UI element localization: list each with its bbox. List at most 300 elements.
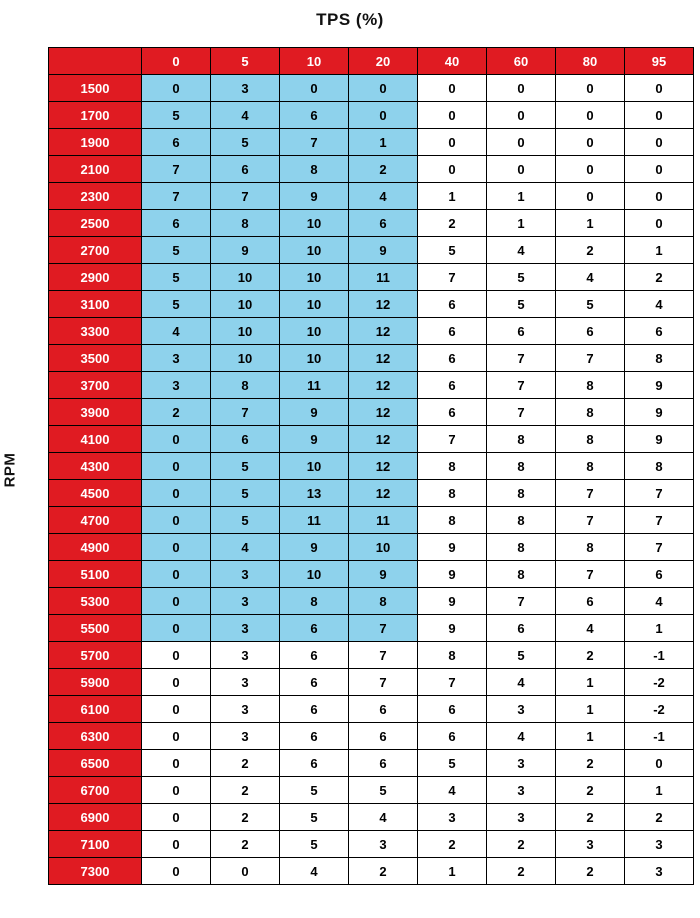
table-cell: 2: [142, 399, 211, 426]
table-cell: 5: [487, 291, 556, 318]
row-header: 6300: [49, 723, 142, 750]
table-cell: 5: [280, 777, 349, 804]
row-header: 2900: [49, 264, 142, 291]
table-cell: 0: [142, 750, 211, 777]
table-cell: 2: [211, 804, 280, 831]
table-cell: 2: [487, 831, 556, 858]
table-cell: 10: [280, 264, 349, 291]
column-header: 10: [280, 48, 349, 75]
table-cell: 3: [487, 777, 556, 804]
table-cell: 4: [349, 804, 418, 831]
table-cell: 0: [142, 534, 211, 561]
table-cell: 0: [142, 615, 211, 642]
table-cell: 8: [556, 453, 625, 480]
table-cell: 4: [487, 669, 556, 696]
table-cell: 8: [487, 561, 556, 588]
table-cell: 6: [418, 723, 487, 750]
table-cell: 3: [625, 831, 694, 858]
table-cell: 12: [349, 453, 418, 480]
table-cell: 8: [487, 534, 556, 561]
table-cell: 1: [487, 210, 556, 237]
row-header: 1700: [49, 102, 142, 129]
table-cell: 10: [211, 291, 280, 318]
table-cell: 4: [556, 264, 625, 291]
row-header: 5100: [49, 561, 142, 588]
row-header: 1500: [49, 75, 142, 102]
table-cell: 2: [211, 831, 280, 858]
table-row: [49, 696, 694, 723]
table-cell: 1: [487, 183, 556, 210]
table-cell: 2: [211, 777, 280, 804]
table-cell: 10: [211, 345, 280, 372]
table-cell: 8: [418, 453, 487, 480]
table-cell: 10: [280, 318, 349, 345]
table-cell: 5: [487, 642, 556, 669]
table-cell: 0: [280, 75, 349, 102]
table-cell: 2: [487, 858, 556, 885]
table-cell: 9: [280, 399, 349, 426]
table-cell: 4: [487, 723, 556, 750]
table-row: [49, 291, 694, 318]
table-cell: 3: [487, 804, 556, 831]
table-cell: 12: [349, 399, 418, 426]
table-cell: 8: [556, 426, 625, 453]
table-cell: 0: [349, 102, 418, 129]
table-cell: 5: [487, 264, 556, 291]
table-cell: 0: [142, 669, 211, 696]
table-row: [49, 183, 694, 210]
table-cell: 10: [280, 453, 349, 480]
row-header: 6100: [49, 696, 142, 723]
row-header: 5700: [49, 642, 142, 669]
table-cell: 0: [625, 129, 694, 156]
table-cell: 10: [280, 345, 349, 372]
table-cell: 6: [418, 345, 487, 372]
table-cell: 7: [142, 156, 211, 183]
table-cell: 6: [280, 696, 349, 723]
table-cell: 10: [349, 534, 418, 561]
table-cell: 2: [556, 858, 625, 885]
table-cell: 3: [211, 723, 280, 750]
table-cell: 6: [142, 210, 211, 237]
table-cell: 4: [625, 291, 694, 318]
table-cell: 11: [349, 507, 418, 534]
table-cell: 7: [349, 615, 418, 642]
table-cell: -2: [625, 669, 694, 696]
table-cell: 3: [625, 858, 694, 885]
table-cell: 7: [211, 183, 280, 210]
table-cell: 5: [142, 237, 211, 264]
table-cell: 7: [349, 669, 418, 696]
table-cell: 8: [556, 534, 625, 561]
table-row: [49, 210, 694, 237]
table-row: [49, 345, 694, 372]
row-header: 3700: [49, 372, 142, 399]
column-header: 5: [211, 48, 280, 75]
table-cell: 5: [280, 804, 349, 831]
table-cell: 8: [487, 426, 556, 453]
table-cell: 9: [418, 588, 487, 615]
table-cell: 5: [349, 777, 418, 804]
table-cell: 9: [418, 615, 487, 642]
table-cell: 3: [418, 804, 487, 831]
table-row: [49, 831, 694, 858]
table-cell: 2: [418, 210, 487, 237]
table-cell: 4: [142, 318, 211, 345]
table-row: [49, 534, 694, 561]
table-cell: 5: [142, 264, 211, 291]
table-cell: 7: [211, 399, 280, 426]
table-cell: 3: [211, 669, 280, 696]
table-cell: 0: [487, 156, 556, 183]
row-header: 7300: [49, 858, 142, 885]
table-cell: 8: [280, 156, 349, 183]
column-header: 60: [487, 48, 556, 75]
row-header: 6500: [49, 750, 142, 777]
table-cell: 6: [280, 723, 349, 750]
table-cell: 0: [625, 102, 694, 129]
table-cell: 2: [556, 750, 625, 777]
table-cell: 8: [349, 588, 418, 615]
row-header: 3900: [49, 399, 142, 426]
table-cell: 2: [418, 831, 487, 858]
row-header: 7100: [49, 831, 142, 858]
table-cell: 8: [418, 507, 487, 534]
table-cell: 8: [556, 372, 625, 399]
table-header: [49, 48, 694, 75]
table-row: [49, 561, 694, 588]
table-cell: 7: [556, 345, 625, 372]
table-cell: 8: [556, 399, 625, 426]
table-cell: 3: [142, 345, 211, 372]
table-cell: 7: [556, 480, 625, 507]
table-row: [49, 102, 694, 129]
table-cell: 0: [142, 723, 211, 750]
table-cell: 12: [349, 426, 418, 453]
table-cell: 6: [556, 588, 625, 615]
table-cell: 7: [487, 372, 556, 399]
table-cell: 6: [280, 615, 349, 642]
table-cell: 1: [625, 777, 694, 804]
table-cell: 8: [211, 210, 280, 237]
table-cell: 0: [142, 642, 211, 669]
table-cell: 8: [280, 588, 349, 615]
row-header: 5300: [49, 588, 142, 615]
chart-title: TPS (%): [316, 10, 384, 29]
table-cell: 1: [556, 210, 625, 237]
table-cell: 7: [487, 588, 556, 615]
table-row: [49, 453, 694, 480]
column-header: 40: [418, 48, 487, 75]
table-cell: 11: [349, 264, 418, 291]
table-cell: 6: [280, 642, 349, 669]
table-row: [49, 129, 694, 156]
table-cell: 12: [349, 372, 418, 399]
table-cell: 7: [556, 561, 625, 588]
table-row: [49, 750, 694, 777]
table-cell: 0: [418, 102, 487, 129]
table-cell: 10: [211, 264, 280, 291]
table-cell: 10: [280, 561, 349, 588]
table-cell: 5: [211, 480, 280, 507]
table-cell: 0: [625, 183, 694, 210]
table-cell: 6: [625, 318, 694, 345]
y-axis-label: RPM: [1, 452, 19, 488]
table-cell: 3: [211, 75, 280, 102]
table-cell: 0: [556, 129, 625, 156]
table-cell: 1: [556, 723, 625, 750]
table-cell: 2: [625, 804, 694, 831]
table-cell: 0: [625, 156, 694, 183]
table-cell: 6: [625, 561, 694, 588]
table-cell: 3: [211, 696, 280, 723]
table-cell: 7: [280, 129, 349, 156]
table-cell: 9: [625, 372, 694, 399]
table-cell: 6: [211, 156, 280, 183]
table-cell: 1: [556, 669, 625, 696]
table-cell: 6: [349, 750, 418, 777]
table-cell: 0: [418, 75, 487, 102]
table-cell: 0: [349, 75, 418, 102]
table-cell: 4: [349, 183, 418, 210]
table-row: [49, 858, 694, 885]
table-cell: 2: [349, 156, 418, 183]
table-cell: 6: [418, 372, 487, 399]
table-cell: 0: [418, 156, 487, 183]
table-cell: 6: [556, 318, 625, 345]
table-cell: 6: [280, 102, 349, 129]
table-cell: 1: [556, 696, 625, 723]
table-cell: 8: [211, 372, 280, 399]
table-cell: 4: [556, 615, 625, 642]
table-cell: 8: [625, 453, 694, 480]
table-row: [49, 804, 694, 831]
data-table-wrapper: [48, 47, 694, 885]
table-cell: 5: [418, 750, 487, 777]
table-cell: 9: [211, 237, 280, 264]
table-cell: 6: [349, 723, 418, 750]
table-cell: 6: [349, 696, 418, 723]
table-cell: -1: [625, 723, 694, 750]
table-cell: 6: [418, 399, 487, 426]
table-cell: 12: [349, 345, 418, 372]
column-header: 20: [349, 48, 418, 75]
table-cell: 3: [142, 372, 211, 399]
table-cell: 4: [211, 102, 280, 129]
table-row: [49, 642, 694, 669]
table-cell: 0: [142, 804, 211, 831]
row-header: 4100: [49, 426, 142, 453]
table-cell: 11: [280, 507, 349, 534]
table-row: [49, 264, 694, 291]
table-row: [49, 723, 694, 750]
table-cell: 3: [211, 642, 280, 669]
table-cell: 13: [280, 480, 349, 507]
table-cell: 5: [211, 507, 280, 534]
table-cell: 5: [142, 291, 211, 318]
table-cell: -2: [625, 696, 694, 723]
row-header: 4900: [49, 534, 142, 561]
table-cell: -1: [625, 642, 694, 669]
table-cell: 7: [349, 642, 418, 669]
table-cell: 4: [280, 858, 349, 885]
table-cell: 3: [211, 615, 280, 642]
table-cell: 0: [142, 507, 211, 534]
table-cell: 0: [142, 426, 211, 453]
row-header: 3300: [49, 318, 142, 345]
row-header: 5900: [49, 669, 142, 696]
row-header: 4300: [49, 453, 142, 480]
table-cell: 0: [556, 156, 625, 183]
table-cell: 9: [625, 426, 694, 453]
table-cell: 6: [280, 750, 349, 777]
table-cell: 12: [349, 291, 418, 318]
table-cell: 4: [211, 534, 280, 561]
table-cell: 0: [418, 129, 487, 156]
table-cell: 0: [211, 858, 280, 885]
table-cell: 1: [418, 183, 487, 210]
table-cell: 7: [418, 426, 487, 453]
table-cell: 8: [487, 507, 556, 534]
table-header-row: [49, 48, 694, 75]
table-cell: 7: [556, 507, 625, 534]
table-cell: 9: [349, 237, 418, 264]
row-header: 4500: [49, 480, 142, 507]
table-cell: 2: [556, 777, 625, 804]
table-row: [49, 237, 694, 264]
row-header: 2500: [49, 210, 142, 237]
table-cell: 0: [142, 75, 211, 102]
table-cell: 4: [487, 237, 556, 264]
table-cell: 3: [211, 588, 280, 615]
table-row: [49, 507, 694, 534]
table-cell: 6: [418, 696, 487, 723]
table-cell: 2: [556, 804, 625, 831]
table-cell: 7: [625, 480, 694, 507]
table-cell: 0: [625, 750, 694, 777]
row-header: 3100: [49, 291, 142, 318]
table-cell: 0: [142, 561, 211, 588]
table-cell: 4: [625, 588, 694, 615]
table-cell: 5: [211, 129, 280, 156]
column-header: 0: [142, 48, 211, 75]
table-cell: 0: [625, 75, 694, 102]
row-header: 4700: [49, 507, 142, 534]
table-row: [49, 669, 694, 696]
table-cell: 6: [418, 291, 487, 318]
row-header: 5500: [49, 615, 142, 642]
table-row: [49, 318, 694, 345]
table-cell: 0: [556, 183, 625, 210]
table-cell: 1: [625, 237, 694, 264]
row-header: 6900: [49, 804, 142, 831]
table-cell: 0: [142, 453, 211, 480]
table-cell: 9: [625, 399, 694, 426]
table-cell: 2: [556, 642, 625, 669]
table-cell: 5: [556, 291, 625, 318]
table-cell: 8: [487, 453, 556, 480]
table-cell: 2: [349, 858, 418, 885]
table-row: [49, 156, 694, 183]
table-cell: 8: [487, 480, 556, 507]
row-header: 2100: [49, 156, 142, 183]
corner-cell: [49, 48, 142, 75]
table-cell: 6: [349, 210, 418, 237]
table-cell: 6: [487, 318, 556, 345]
table-cell: 3: [556, 831, 625, 858]
column-header: 80: [556, 48, 625, 75]
table-cell: 0: [487, 129, 556, 156]
table-cell: 0: [142, 696, 211, 723]
table-cell: 3: [487, 750, 556, 777]
table-cell: 7: [487, 345, 556, 372]
table-cell: 5: [280, 831, 349, 858]
table-cell: 10: [280, 291, 349, 318]
table-cell: 9: [349, 561, 418, 588]
table-cell: 8: [418, 642, 487, 669]
table-row: [49, 372, 694, 399]
table-cell: 7: [487, 399, 556, 426]
table-cell: 1: [418, 858, 487, 885]
table-row: [49, 777, 694, 804]
table-cell: 0: [625, 210, 694, 237]
column-header: 95: [625, 48, 694, 75]
table-cell: 2: [625, 264, 694, 291]
table-cell: 6: [142, 129, 211, 156]
table-cell: 1: [625, 615, 694, 642]
table-cell: 3: [487, 696, 556, 723]
table-cell: 5: [418, 237, 487, 264]
table-cell: 9: [418, 534, 487, 561]
table-row: [49, 588, 694, 615]
row-header: 6700: [49, 777, 142, 804]
row-header: 3500: [49, 345, 142, 372]
table-row: [49, 426, 694, 453]
table-row: [49, 399, 694, 426]
table-cell: 9: [280, 426, 349, 453]
table-cell: 0: [142, 858, 211, 885]
table-cell: 5: [211, 453, 280, 480]
table-cell: 8: [625, 345, 694, 372]
table-cell: 10: [280, 237, 349, 264]
table-cell: 12: [349, 480, 418, 507]
data-table: [48, 47, 694, 885]
table-cell: 7: [625, 507, 694, 534]
table-cell: 0: [142, 831, 211, 858]
table-cell: 9: [280, 534, 349, 561]
table-cell: 5: [142, 102, 211, 129]
table-cell: 0: [142, 480, 211, 507]
table-row: [49, 480, 694, 507]
table-cell: 0: [556, 102, 625, 129]
table-row: [49, 615, 694, 642]
table-cell: 9: [418, 561, 487, 588]
table-cell: 12: [349, 318, 418, 345]
table-cell: 1: [349, 129, 418, 156]
row-header: 2300: [49, 183, 142, 210]
table-cell: 9: [280, 183, 349, 210]
row-header: 2700: [49, 237, 142, 264]
table-cell: 0: [556, 75, 625, 102]
table-cell: 6: [280, 669, 349, 696]
table-cell: 0: [142, 588, 211, 615]
table-cell: 3: [349, 831, 418, 858]
table-cell: 7: [418, 669, 487, 696]
table-cell: 4: [418, 777, 487, 804]
table-cell: 7: [142, 183, 211, 210]
table-cell: 6: [487, 615, 556, 642]
table-cell: 10: [280, 210, 349, 237]
